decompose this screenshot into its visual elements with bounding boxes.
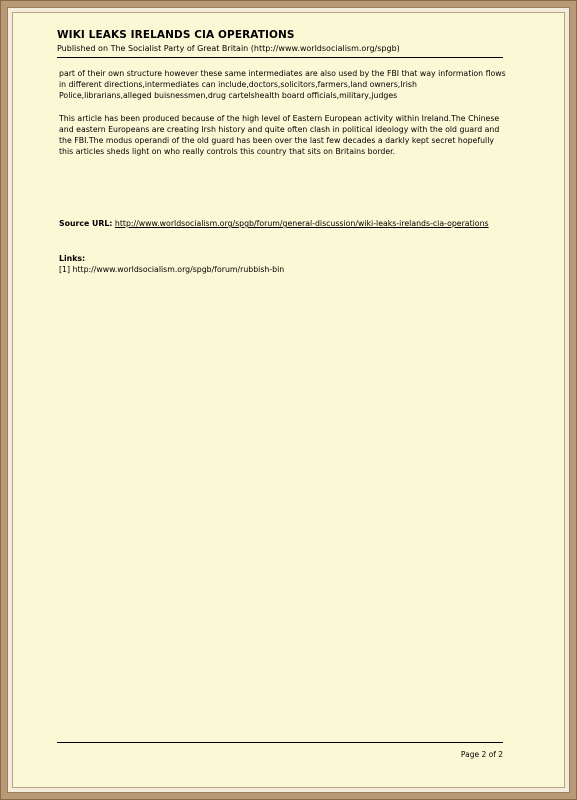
document-title: WIKI LEAKS IRELANDS CIA OPERATIONS	[57, 29, 295, 41]
header-divider	[57, 57, 503, 58]
document-page	[12, 12, 565, 788]
links-section	[59, 253, 507, 275]
footer-divider	[57, 742, 503, 743]
document-header	[57, 29, 507, 54]
document-subtitle: Published on The Socialist Party of Great Britain (http://www.worldsocialism.org/spgb)	[57, 44, 400, 53]
article-paragraph: This article has been produced because of the high level of Eastern European activity within Ireland.The Chinese and eastern Europeans are creating Irsh history and quite often clash in political ideology with the old guard and the FBI.The modus operandi of the old guard has been over the last few decades a darkly kept secret hopefully this articles sheds light on who really controls this country that sits on Britains border.	[59, 113, 500, 157]
article-body	[59, 68, 507, 168]
article-paragraph: part of their own structure however these same intermediates are also used by the FBI that way information flows in different directions,intermediates can include,doctors,solicitors,farmers,land owners,Irish Police,librarians,alleged buisnessmen,drug cartelshealth board officials,military,judges	[59, 69, 506, 101]
link-item[interactable]: [1] http://www.worldsocialism.org/spgb/forum/rubbish-bin	[59, 265, 285, 275]
links-label: Links:	[59, 254, 86, 263]
source-url-label: Source URL:	[59, 219, 113, 228]
source-url-link[interactable]: http://www.worldsocialism.org/spgb/forum/general-discussion/wiki-leaks-irelands-cia-operations	[114, 219, 489, 228]
page-number: Page 2 of 2	[460, 750, 503, 759]
source-section	[59, 218, 507, 229]
